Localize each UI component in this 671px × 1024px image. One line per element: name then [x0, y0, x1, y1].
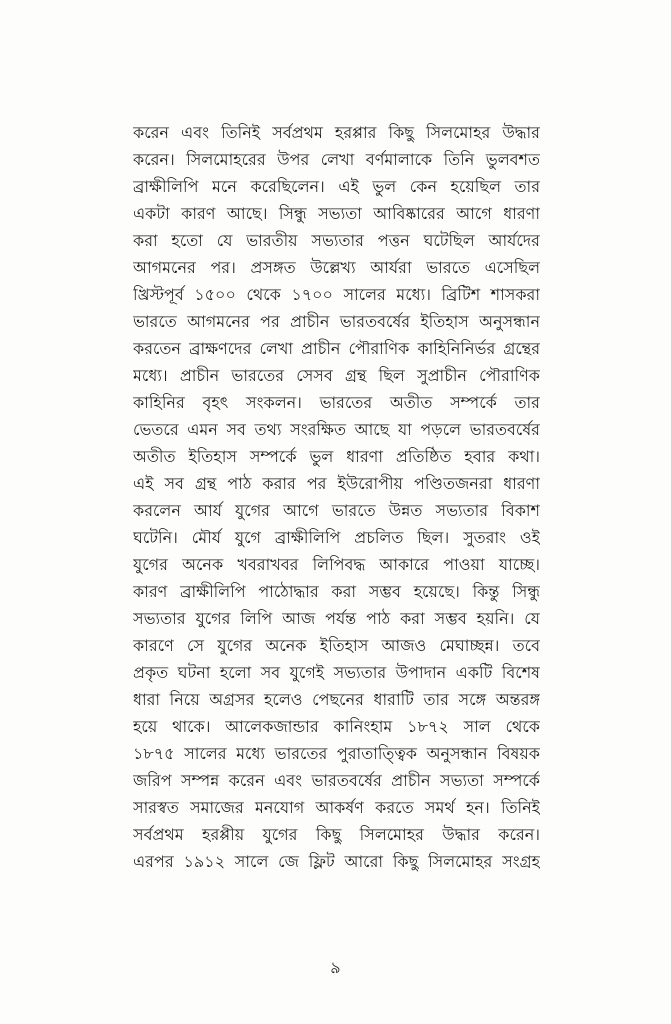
text-line: করলেন আর্য যুগের আগে ভারতে উন্নত সভ্যতার বিকাশ — [133, 501, 540, 520]
text-line: ধারা নিয়ে অগ্রসর হলেও পেছনের ধারাটি তার সঙ্গে অন্তরঙ্গ — [133, 690, 540, 709]
text-line: অতীত ইতিহাস সম্পর্কে ভুল ধারণা প্রতিষ্ঠিত হবার কথা। — [133, 447, 540, 466]
text-line: করা হতো যে ভারতীয় সভ্যতার পত্তন ঘটেছিল আর্যদের — [133, 231, 540, 250]
text-line: হয়ে থাকে। আলেকজান্ডার কানিংহাম ১৮৭২ সাল থেকে — [133, 717, 540, 736]
text-line: যুগের অনেক খবরাখবর লিপিবদ্ধ আকারে পাওয়া যাচ্ছে। — [133, 555, 540, 574]
text-line: ব্রাক্ষীলিপি মনে করেছিলেন। এই ভুল কেন হয়েছিল তার — [133, 177, 540, 196]
text-line: করেন। সিলমোহরের উপর লেখা বর্ণমালাকে তিনি ভুলবশত — [133, 150, 540, 169]
text-line: কারণ ব্রাক্ষীলিপি পাঠোদ্ধার করা সম্ভব হয়েছে। কিন্তু সিন্ধু — [133, 582, 540, 601]
text-line: এই সব গ্রন্থ পাঠ করার পর ইউরোপীয় পণ্ডিতজনরা ধারণা — [133, 474, 540, 493]
text-line: কারণে সে যুগের অনেক ইতিহাস আজও মেঘাচ্ছন্ন। তবে — [133, 636, 540, 655]
text-line: জরিপ সম্পন্ন করেন এবং ভারতবর্ষের প্রাচীন সভ্যতা সম্পর্কে — [133, 771, 540, 790]
text-line: খ্রিস্টপূর্ব ১৫০০ থেকে ১৭০০ সালের মধ্যে। ব্রিটিশ শাসকরা — [133, 285, 540, 304]
text-line: মধ্যে। প্রাচীন ভারতের সেসব গ্রন্থ ছিল সুপ্রাচীন পৌরাণিক — [133, 366, 540, 385]
body-paragraph — [133, 119, 540, 875]
text-line: প্রকৃত ঘটনা হলো সব যুগেই সভ্যতার উপাদান একটি বিশেষ — [133, 663, 540, 682]
text-line: আগমনের পর। প্রসঙ্গত উল্লেখ্য আর্যরা ভারতে এসেছিল — [133, 258, 540, 277]
text-line: করেন এবং তিনিই সর্বপ্রথম হরপ্পার কিছু সিলমোহর উদ্ধার — [133, 123, 540, 142]
text-line: এরপর ১৯১২ সালে জে ফ্লিট আরো কিছু সিলমোহর সংগ্রহ — [133, 852, 540, 871]
text-line: কাহিনির বৃহৎ সংকলন। ভারতের অতীত সম্পর্কে তার — [133, 393, 540, 412]
text-line: একটা কারণ আছে। সিন্ধু সভ্যতা আবিষ্কারের আগে ধারণা — [133, 204, 540, 223]
text-line: ভারতে আগমনের পর প্রাচীন ভারতবর্ষের ইতিহাস অনুসন্ধান — [133, 312, 540, 331]
text-line: ১৮৭৫ সালের মধ্যে ভারতের পুরাতাত্ত্বিক অনুসন্ধান বিষয়ক — [133, 744, 540, 763]
text-line: সভ্যতার যুগের লিপি আজ পর্যন্ত পাঠ করা সম্ভব হয়নি। যে — [133, 609, 540, 628]
text-line: সারস্বত সমাজের মনযোগ আকর্ষণ করতে সমর্থ হন। তিনিই — [133, 798, 540, 817]
text-line: ঘটেনি। মৌর্য যুগে ব্রাক্ষীলিপি প্রচলিত ছিল। সুতরাং ওই — [133, 528, 540, 547]
page-number: ৯ — [330, 958, 341, 977]
text-line: সর্বপ্রথম হরপ্পীয় যুগের কিছু সিলমোহর উদ্ধার করেন। — [133, 825, 540, 844]
text-line: করতেন ব্রাক্ষণদের লেখা প্রাচীন পৌরাণিক কাহিনিনির্ভর গ্রন্থের — [133, 339, 540, 358]
text-line: ভেতরে এমন সব তথ্য সংরক্ষিত আছে যা পড়লে ভারতবর্ষের — [133, 420, 540, 439]
